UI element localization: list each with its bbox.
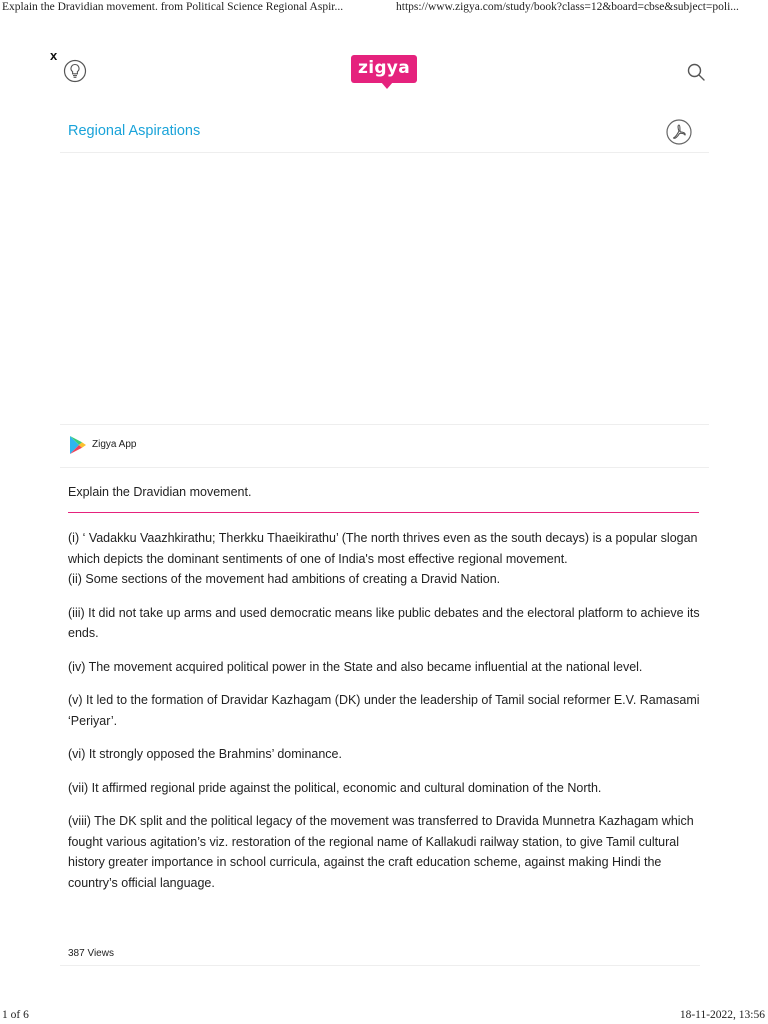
answer-point-2: (ii) Some sections of the movement had ambitions of creating a Dravid Nation. bbox=[68, 572, 501, 586]
print-page-number: 1 of 6 bbox=[2, 1009, 29, 1021]
print-header-url: https://www.zigya.com/study/book?class=12&board=cbse&subject=poli... bbox=[396, 1, 739, 13]
search-icon bbox=[686, 62, 706, 82]
search-button[interactable] bbox=[686, 62, 706, 82]
zigya-app-link[interactable] bbox=[60, 424, 709, 468]
app-link-label: Zigya App bbox=[92, 439, 137, 450]
answer-paragraph bbox=[68, 778, 700, 799]
answer-paragraph bbox=[68, 657, 700, 678]
answer-point-6: (vi) It strongly opposed the Brahmins’ dominance. bbox=[68, 747, 342, 761]
pdf-icon bbox=[666, 119, 692, 145]
lightbulb-help-icon bbox=[63, 59, 87, 83]
book-title-link[interactable]: Regional Aspirations bbox=[68, 123, 201, 139]
book-header bbox=[60, 110, 709, 153]
print-datetime: 18-11-2022, 13:56 bbox=[679, 1009, 765, 1021]
answer-point-7: (vii) It affirmed regional pride against the political, economic and cultural domination of the North. bbox=[68, 780, 602, 795]
answer-paragraph bbox=[68, 528, 700, 569]
footer-divider bbox=[60, 965, 700, 966]
close-button[interactable]: x bbox=[50, 48, 58, 63]
logo-badge-tail bbox=[381, 82, 393, 89]
answer-paragraph bbox=[68, 569, 700, 590]
logo-text: zigya bbox=[358, 58, 410, 78]
pdf-download-button[interactable] bbox=[666, 119, 692, 145]
google-play-icon bbox=[69, 435, 87, 455]
zigya-logo[interactable] bbox=[351, 55, 417, 89]
answer-point-5: (v) It led to the formation of Dravidar Kazhagam (DK) under the leadership of Tamil social reformer E.V. Ramasami ‘Periyar’. bbox=[68, 693, 700, 728]
print-footer bbox=[0, 1006, 768, 1024]
answer-point-1: (i) ‘ Vadakku Vaazhkirathu; Therkku Thaeikirathu’ (The north thrives even as the south decays) is a popular slogan which depicts the dominant sentiments of one of India's most effective regional movement. bbox=[68, 531, 698, 566]
answer-paragraph bbox=[68, 603, 700, 644]
question-divider bbox=[68, 512, 699, 513]
answer-paragraph bbox=[68, 811, 700, 893]
print-header bbox=[0, 0, 768, 18]
view-count: 387 Views bbox=[68, 948, 114, 959]
answer-point-8: (viii) The DK split and the political legacy of the movement was transferred to Dravida Munnetra Kazhagam which fought various agitation’s viz. restoration of the regional name of Kallakudi railway station, to give Tamil cultural history greater importance in school curricula, against the craft education scheme, against making Hindi the country’s official language. bbox=[68, 814, 694, 890]
answer-paragraph bbox=[68, 690, 700, 731]
answer-body bbox=[68, 528, 700, 906]
answer-point-4: (iv) The movement acquired political power in the State and also became influential at the national level. bbox=[68, 659, 643, 674]
help-button[interactable] bbox=[63, 59, 87, 83]
answer-paragraph bbox=[68, 744, 700, 765]
question-text: Explain the Dravidian movement. bbox=[68, 485, 252, 499]
print-header-title: Explain the Dravidian movement. from Political Science Regional Aspir... bbox=[2, 1, 344, 13]
answer-point-3: (iii) It did not take up arms and used democratic means like public debates and the electoral platform to achieve its ends. bbox=[68, 605, 700, 640]
